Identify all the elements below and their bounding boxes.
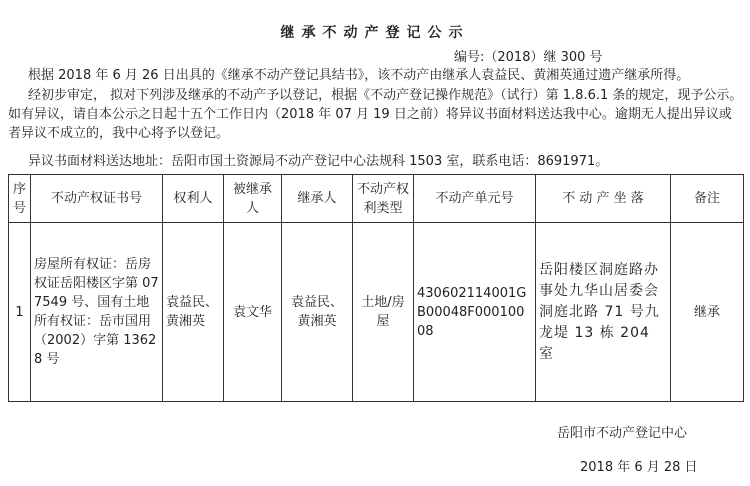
paragraph-publicity-terms: 经初步审定， 拟对下列涉及继承的不动产予以登记，根据《不动产登记操作规范》（试行）第 1.8.6.1 条的规定，现予公示。如有异议，请自本公示之日起十五个工作日内（2018 年 07 月 19 日之前）将异议书面材料送达我中心。逾期无人提出异议或者异议不成立的，我中心将予以登记。 — [8, 88, 743, 141]
header-index: 序号 — [9, 175, 31, 223]
paragraph-inheritance-basis: 根据 2018 年 6 月 26 日出具的《继承不动产登记具结书》，该不动产由继承人袁益民、黄湘英通过遗产继承所得。 — [28, 68, 690, 83]
paragraph-objection-address: 异议书面材料送达地址：岳阳市国土资源局不动产登记中心法规科 1503 室，联系电话：8691971。 — [28, 154, 609, 169]
cell-certificate-no: 房屋所有权证：岳房权证岳阳楼区字第 077549 号、国有土地所有权证：岳市国用（2002）字第 13628 号 — [31, 223, 163, 402]
header-right-type: 不动产权利类型 — [353, 175, 414, 223]
cell-right-type: 土地/房屋 — [353, 223, 414, 402]
header-decedent: 被继承人 — [224, 175, 282, 223]
header-unit-no: 不动产单元号 — [414, 175, 536, 223]
cell-remark: 继承 — [671, 223, 744, 402]
cell-unit-no: 430602114001GB00048F00010008 — [414, 223, 536, 402]
table-header-row — [9, 175, 744, 223]
registration-table — [8, 174, 744, 402]
header-remark: 备注 — [671, 175, 744, 223]
header-right-holder: 权利人 — [163, 175, 224, 223]
issue-date: 2018 年 6 月 28 日 — [580, 460, 698, 475]
cell-right-holder: 袁益民、黄湘英 — [163, 223, 224, 402]
cell-decedent: 袁文华 — [224, 223, 282, 402]
header-certificate-no: 不动产权证书号 — [31, 175, 163, 223]
table-row — [9, 223, 744, 402]
document-number: 编号:（2018）继 300 号 — [454, 50, 603, 65]
issuing-organization: 岳阳市不动产登记中心 — [557, 426, 688, 441]
cell-location: 岳阳楼区洞庭路办事处九华山居委会洞庭北路 71 号九龙堤 13 栋 204 室 — [536, 223, 671, 402]
cell-index: 1 — [9, 223, 31, 402]
notice-title: 继承不动产登记公示 — [280, 25, 470, 41]
cell-heir: 袁益民、黄湘英 — [282, 223, 353, 402]
header-heir: 继承人 — [282, 175, 353, 223]
header-location: 不 动 产 坐 落 — [536, 175, 671, 223]
